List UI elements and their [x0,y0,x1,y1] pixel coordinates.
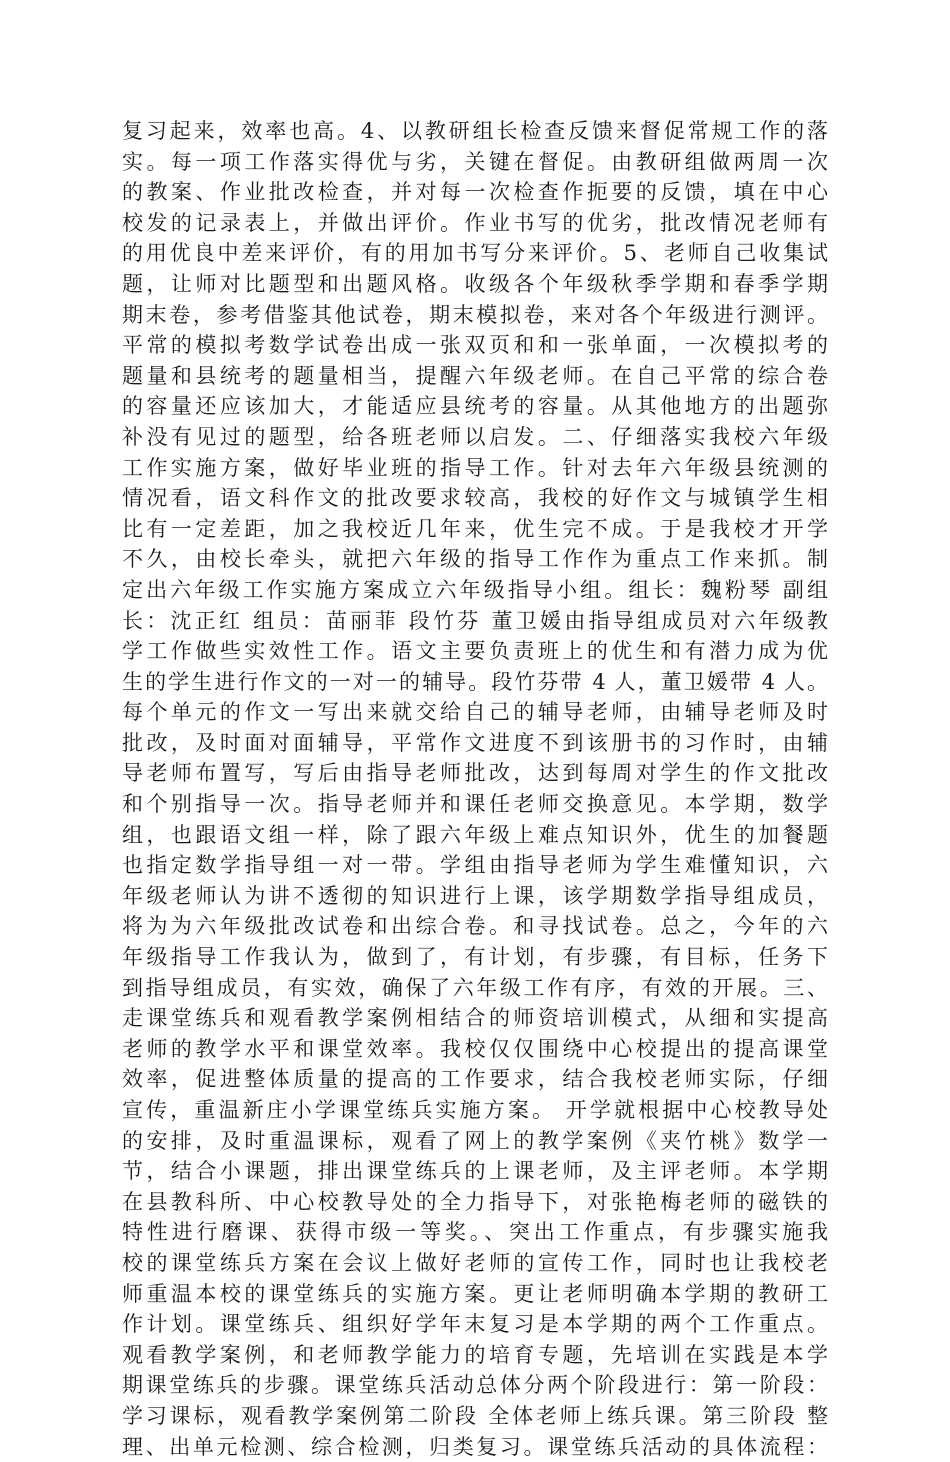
text-line: 每个单元的作文一写出来就交给自己的辅导老师，由辅导老师及时 [122,700,828,725]
text-line: 作计划。课堂练兵、组织好学年末复习是本学期的两个工作重点。 [122,1312,828,1337]
text-line: 工作实施方案，做好毕业班的指导工作。针对去年六年级县统测的 [122,455,828,480]
text-line: 不久，由校长牵头，就把六年级的指导工作作为重点工作来抓。制 [122,547,828,572]
text-line: 在县教科所、中心校教导处的全力指导下，对张艳梅老师的磁铁的 [122,1189,828,1214]
text-line: 宣传，重温新庄小学课堂练兵实施方案。 开学就根据中心校教导处 [122,1098,828,1122]
text-line: 补没有见过的题型，给各班老师以启发。二、仔细落实我校六年级 [122,424,828,449]
text-line: 的安排，及时重温课标，观看了网上的教学案例《夹竹桃》数学一 [122,1128,828,1153]
text-line: 校发的记录表上，并做出评价。作业书写的优劣，批改情况老师有 [122,210,828,235]
text-line: 年级指导工作我认为，做到了，有计划，有步骤，有目标，任务下 [122,945,828,970]
text-line: 走课堂练兵和观看教学案例相结合的师资培训模式，从细和实提高 [122,1006,828,1031]
text-line: 的教案、作业批改检查，并对每一次检查作扼要的反馈，填在中心 [122,180,828,205]
text-line: 批改，及时面对面辅导，平常作文进度不到该册书的习作时，由辅 [122,730,828,755]
text-line: 定出六年级工作实施方案成立六年级指导小组。组长：魏粉琴 副组 [122,577,828,602]
text-line: 实。每一项工作落实得优与劣，关键在督促。由教研组做两周一次 [122,149,828,174]
text-line: 效率，促进整体质量的提高的工作要求，结合我校老师实际，仔细 [122,1067,828,1092]
text-line: 学工作做些实效性工作。语文主要负责班上的优生和有潜力成为优 [122,639,828,664]
text-line: 复习起来，效率也高。4、以教研组长检查反馈来督促常规工作的落 [122,119,828,143]
text-line: 导老师布置写，写后由指导老师批改，达到每周对学生的作文批改 [122,761,828,786]
text-line: 期末卷，参考借鉴其他试卷，期末模拟卷，来对各个年级进行测评。 [122,302,828,327]
text-line: 理、出单元检测、综合检测，归类复习。课堂练兵活动的具体流程： [122,1434,828,1459]
text-line: 和个别指导一次。指导老师并和课任老师交换意见。本学期，数学 [122,792,828,817]
text-line: 老师的教学水平和课堂效率。我校仅仅围绕中心校提出的提高课堂 [122,1036,828,1061]
text-line: 平常的模拟考数学试卷出成一张双页和和一张单面，一次模拟考的 [122,333,828,358]
text-line: 组，也跟语文组一样，除了跟六年级上难点知识外，优生的加餐题 [122,822,828,847]
text-line: 题，让师对比题型和出题风格。收级各个年级秋季学期和春季学期 [122,271,828,296]
text-line: 期课堂练兵的步骤。课堂练兵活动总体分两个阶段进行：第一阶段： [122,1373,828,1398]
text-line: 题量和县统考的题量相当，提醒六年级老师。在自己平常的综合卷 [122,363,828,388]
text-line: 的容量还应该加大，才能适应县统考的容量。从其他地方的出题弥 [122,394,828,419]
text-line: 年级老师认为讲不透彻的知识进行上课，该学期数学指导组成员， [122,883,828,908]
text-line: 生的学生进行作文的一对一的辅导。段竹芬带 4 人，董卫媛带 4 人。 [122,669,828,694]
text-line: 也指定数学指导组一对一带。学组由指导老师为学生难懂知识，六 [122,853,828,878]
text-line: 特性进行磨课、获得市级一等奖。、突出工作重点，有步骤实施我 [122,1220,828,1245]
text-line: 的用优良中差来评价，有的用加书写分来评价。5、老师自己收集试 [122,241,828,266]
text-line: 学习课标，观看教学案例第二阶段 全体老师上练兵课。第三阶段 整 [122,1403,828,1428]
text-line: 比有一定差距，加之我校近几年来，优生完不成。于是我校才开学 [122,516,828,541]
text-line: 师重温本校的课堂练兵的实施方案。更让老师明确本学期的教研工 [122,1281,828,1306]
text-line: 情况看，语文科作文的批改要求较高，我校的好作文与城镇学生相 [122,486,828,511]
text-line: 节，结合小课题，排出课堂练兵的上课老师，及主评老师。本学期 [122,1159,828,1184]
text-line: 校的课堂练兵方案在会议上做好老师的宣传工作，同时也让我校老 [122,1250,828,1275]
text-line: 到指导组成员，有实效，确保了六年级工作有序，有效的开展。三、 [122,975,828,1000]
text-line: 将为为六年级批改试卷和出综合卷。和寻找试卷。总之，今年的六 [122,914,828,939]
text-line: 长：沈正红 组员：苗丽菲 段竹芬 董卫媛由指导组成员对六年级教 [122,608,828,633]
body-text [122,116,828,1462]
text-line: 观看教学案例，和老师教学能力的培育专题，先培训在实践是本学 [122,1342,828,1367]
